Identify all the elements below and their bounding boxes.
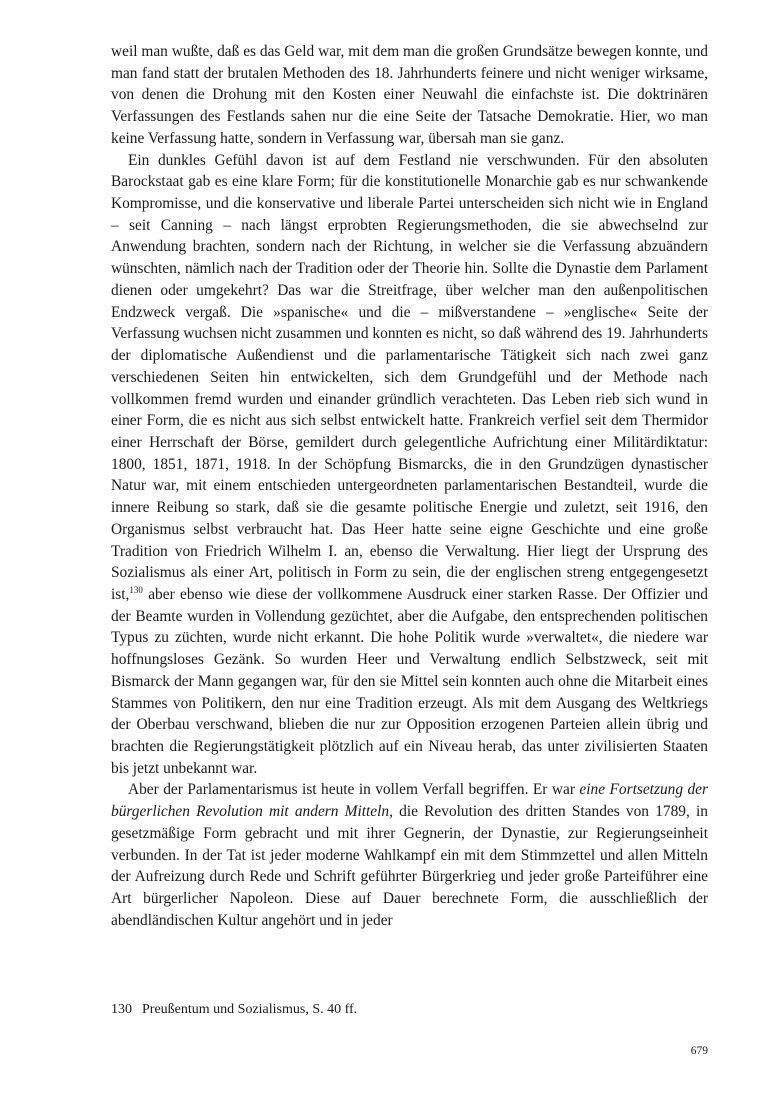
page-number: 679 <box>690 1045 708 1057</box>
paragraph-2-text-b: aber ebenso wie diese der vollkommene Ausdruck einer starken Rasse. Der Offizier und der Beamte wurden in Vollendung gezüchtet, aber die Aufgabe, den entsprechenden politischen Typus zu züchten, wurde nicht erkannt. Die hohe Politik wurde »verwaltet«, die niedere war hoffnungsloses Gezänk. So wurden Heer und Verwaltung endlich Selbstzweck, seit mit Bismarck der Mann gegangen war, für den sie Mittel sein konnten auch ohne die Mitarbeit eines Stammes von Politikern, den nur eine Tradition erzeugt. Als mit dem Ausgang des Weltkriegs der Oberbau verschwand, blieben die nur zur Opposition erzogenen Parteien allein übrig und brachten die Regierungstätigkeit plötzlich auf ein Niveau herab, das unter zivilisierten Staaten bis jetzt unbekannt war. <box>111 585 708 777</box>
paragraph-3 <box>111 779 708 931</box>
paragraph-1: weil man wußte, daß es das Geld war, mit dem man die großen Grundsätze bewegen konnte, und man fand statt der brutalen Methoden des 18. Jahrhunderts feinere und nicht weniger wirksame, von denen die Drohung mit den Kosten einer Neuwahl die einfachste ist. Die doktrinären Verfassungen des Festlands sahen nur die eine Seite der Tatsache Demokratie. Hier, wo man keine Verfassung hatte, sondern in Verfassung war, übersah man sie ganz. <box>111 43 708 147</box>
paragraph-3-text-a: Aber der Parlamentarismus ist heute in vollem Verfall begriffen. Er war <box>128 781 580 799</box>
paragraph-2-text-a: Ein dunkles Gefühl davon ist auf dem Festland nie verschwunden. Für den absoluten Barockstaat gab es eine klare Form; für die konstitutionelle Monarchie gab es nur schwankende Kompromisse, und die konservative und liberale Partei unterscheiden sich nicht wie in England – seit Canning – nach längst erprobten Regierungsmethoden, die sie abwechselnd zur Anwendung brachten, sondern nach der Richtung, in welcher sie die Verfassung abzuändern wünschten, nämlich nach der Tradition oder der Theorie hin. Sollte die Dynastie dem Parlament dienen oder umgekehrt? Das war die Streitfrage, über welcher man den außenpolitischen Endzweck vergaß. Die »spanische« und die – mißverstandene – »englische« Seite der Verfassung wuchsen nicht zusammen und konnten es nicht, so daß während des 19. Jahrhunderts der diplomatische Außendienst und die parlamentarische Tätigkeit sich nach zwei ganz verschiedenen Seiten hin entwickelten, sich dem Grundgefühl und der Methode nach vollkommen fremd wurden und einander gründlich verachteten. Das Leben rieb sich wund in einer Form, die es nicht aus sich selbst entwickelt hatte. Frankreich verfiel seit dem Thermidor einer Herrschaft der Börse, gemildert durch gelegentliche Aufrichtung einer Militärdiktatur: 1800, 1851, 1871, 1918. In der Schöpfung Bismarcks, die in den Grundzügen dynastischer Natur war, mit einem entschieden untergeordneten parlamentarischen Bestandteil, wurde die innere Reibung so stark, daß sie die gesamte politische Energie und zuletzt, seit 1916, den Organismus selbst verbraucht hat. Das Heer hatte seine eigne Geschichte und eine große Tradition von Friedrich Wilhelm I. an, ebenso die Verwaltung. Hier liegt der Ursprung des Sozialismus als einer Art, politisch in Form zu sein, die der englischen streng entgegengesetzt ist, <box>111 151 708 603</box>
paragraph-3-text-b: die Revolution des dritten Standes von 1789, in gesetzmäßige Form gebracht und mit ihrer Gegnerin, der Dynastie, zur Regierungseinheit verbunden. In der Tat ist jeder moderne Wahlkampf ein mit dem Stimmzettel und allen Mitteln der Aufreizung durch Rede und Schrift geführter Bürgerkrieg und jeder große Parteiführer eine Art bürgerlicher Napoleon. Diese auf Dauer berechnete Form, die ausschließlich der abendländischen Kultur angehört und in jeder <box>111 803 709 929</box>
page-body <box>111 41 708 931</box>
footnote <box>111 1000 708 1020</box>
footnote-reference[interactable]: 130 <box>129 584 143 595</box>
footnote-number: 130 <box>111 1002 132 1017</box>
paragraph-2 <box>111 150 708 780</box>
footnote-text: Preußentum und Sozialismus, S. 40 ff. <box>142 1002 358 1017</box>
paragraph-3-emphasis: eine Fortsetzung der bürgerlichen Revolution mit andern Mitteln, <box>111 781 708 821</box>
